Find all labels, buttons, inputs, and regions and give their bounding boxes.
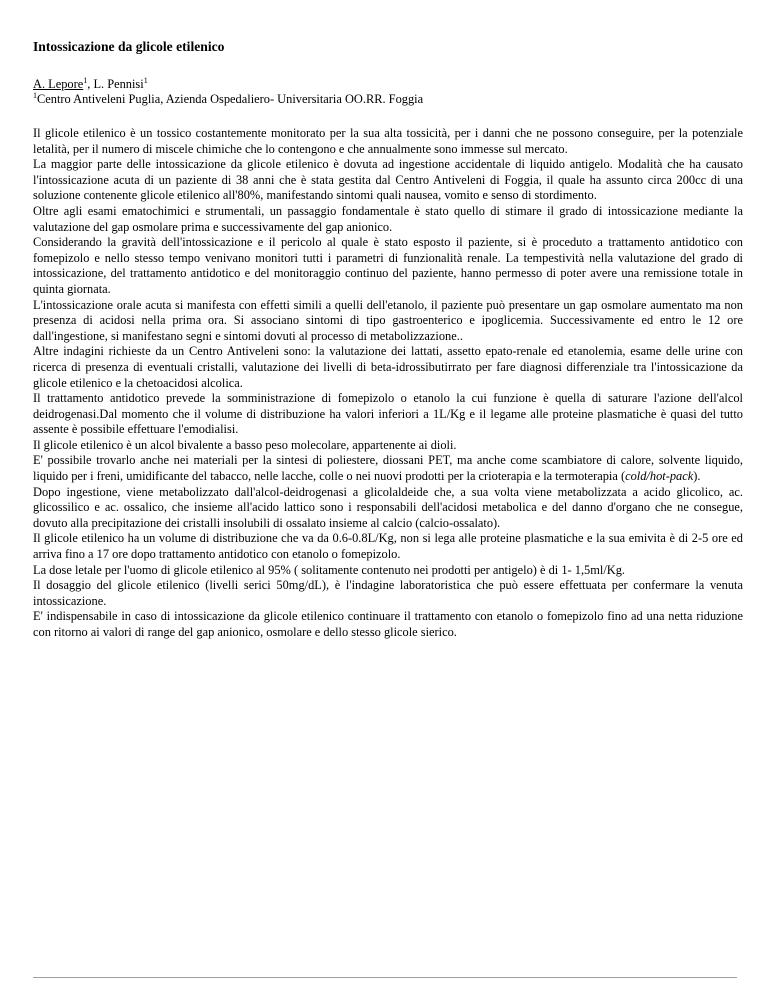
paragraph: Il glicole etilenico è un alcol bivalente a basso peso molecolare, appartenente ai dioli.	[33, 437, 457, 452]
author-2-name: L. Pennisi	[93, 77, 144, 91]
italic-term: cold/hot-pack	[625, 469, 694, 484]
page-bottom-divider	[33, 977, 737, 978]
paragraph: Il glicole etilenico è un tossico costantemente monitorato per la sua alta tossicità, per i danni che ne possono conseguire, per la potenziale letalità, per il numero di miscele chimiche che lo contengono e che annualmente sono immesse sul mercato.	[33, 126, 743, 156]
paragraph: Altre indagini richieste da un Centro Antiveleni sono: la valutazione dei lattati, assetto epato-renale ed etanolemia, esame delle urine con ricerca di presenza di eventuali cristalli, valutazione dei livelli di beta-idrossibutirrato per fare diagnosi differenziale tra l'intossicazione da glicole etilenico e la chetoacidosi alcolica.	[33, 344, 743, 390]
author-separator: ,	[87, 77, 94, 91]
affiliation-line	[33, 92, 743, 107]
affiliation-text: Centro Antiveleni Puglia, Azienda Ospedaliero- Universitaria OO.RR. Foggia	[37, 92, 424, 106]
body-text	[33, 126, 743, 641]
paragraph: Il dosaggio del glicole etilenico (livelli serici 50mg/dL), è l'indagine laboratoristica che può essere effettuata per confermare la venuta intossicazione.	[33, 578, 743, 608]
author-1-name: A. Lepore	[33, 77, 84, 91]
paragraph: Il trattamento antidotico prevede la somministrazione di fomepizolo o etanolo la cui funzione è quella di saturare l'azione dell'alcol deidrogenasi.Dal momento che il volume di distribuzione ha valori inferiori a 1L/Kg e il legame alle proteine plasmatiche è quasi del tutto assente è possibile effettuare l'emodialisi.	[33, 391, 743, 437]
author-1-affiliation-marker: 1	[83, 75, 88, 85]
author-name-link[interactable]	[33, 77, 83, 91]
paragraph-text: E' possibile trovarlo anche nei materiali per la sintesi di poliestere, diossani PET, ma anche come scambiatore di calore, solvente liquido, liquido per i freni, umidificante del tabacco, nelle lacche, colle o nei nuovi prodotti per la crioterapia e la termoterapia (	[33, 453, 743, 484]
paragraph: La dose letale per l'uomo di glicole etilenico al 95% ( solitamente contenuto nei prodotti per antigelo) è di 1- 1,5ml/Kg.	[33, 562, 625, 577]
paragraph: L'intossicazione orale acuta si manifesta con effetti simili a quelli dell'etanolo, il paziente può presentare un gap osmolare aumentato ma non presenza di acidosi nella prima ora. Si associano sintomi di tipo gastroenterico e ipoglicemia. Successivamente ed entro le 12 ore dall'ingestione, si manifestano segni e sintomi dovuti al processo di metabolizzazione..	[33, 297, 743, 343]
document-title: Intossicazione da glicole etilenico	[33, 39, 225, 54]
paragraph-text: ).	[693, 469, 701, 484]
document-page	[33, 38, 743, 641]
paragraph: Il glicole etilenico ha un volume di distribuzione che va da 0.6-0.8L/Kg, non si lega alle proteine plasmatiche e la sua emivita è di 2-5 ore ed arriva fino a 17 ore dopo trattamento antidotico con etanolo o fomepizolo.	[33, 531, 743, 562]
paragraph: E' indispensabile in caso di intossicazione da glicole etilenico continuare il trattamento con etanolo o fomepizolo fino ad una netta riduzione con ritorno ai valori di range del gap anionico, osmolare e dello stesso glicole sierico.	[33, 609, 743, 639]
author-2-affiliation-marker: 1	[143, 75, 148, 85]
paragraph: La maggior parte delle intossicazione da glicole etilenico è dovuta ad ingestione accidentale di liquido antigelo. Modalità che ha causato l'intossicazione acuta di un paziente di 38 anni che è stata gestita dal Centro Antiveleni di Foggia, il quale ha assunto circa 200cc di una soluzione contenente glicole etilenico all'80%, manifestando sintomi quali nausea, vomito e senso di stordimento.	[33, 157, 743, 203]
affiliation-marker: 1	[33, 90, 37, 100]
paragraph	[33, 453, 743, 484]
paragraph: Oltre agli esami ematochimici e strumentali, un passaggio fondamentale è stato quello di stimare il grado di intossicazione mediante la valutazione del gap osmolare prima e successivamente del gap anionico.	[33, 203, 743, 234]
paragraph: Dopo ingestione, viene metabolizzato dall'alcol-deidrogenasi a glicolaldeide che, a sua volta viene metabolizzata a acido glicolico, ac. glicossilico e ac. ossalico, che insieme all'acido lattico sono i responsabili dell'acidosi metabolica e del danno d'organo che ne consegue, dovuto alla precipitazione dei cristalli insolubili di ossalato insieme al calcio (calcio-ossalato).	[33, 484, 743, 530]
paragraph: Considerando la gravità dell'intossicazione e il pericolo al quale è stato esposto il paziente, si è proceduto a trattamento antidotico con fomepizolo e nello stesso tempo venivano monitori tutti i parametri di funzionalità renale. La tempestività nella valutazione del grado di intossicazione, del trattamento antidotico e del monitoraggio continuo del paziente, hanno permesso di poter avere una remissione totale in quinta giornata.	[33, 235, 743, 296]
author-line	[33, 77, 743, 92]
